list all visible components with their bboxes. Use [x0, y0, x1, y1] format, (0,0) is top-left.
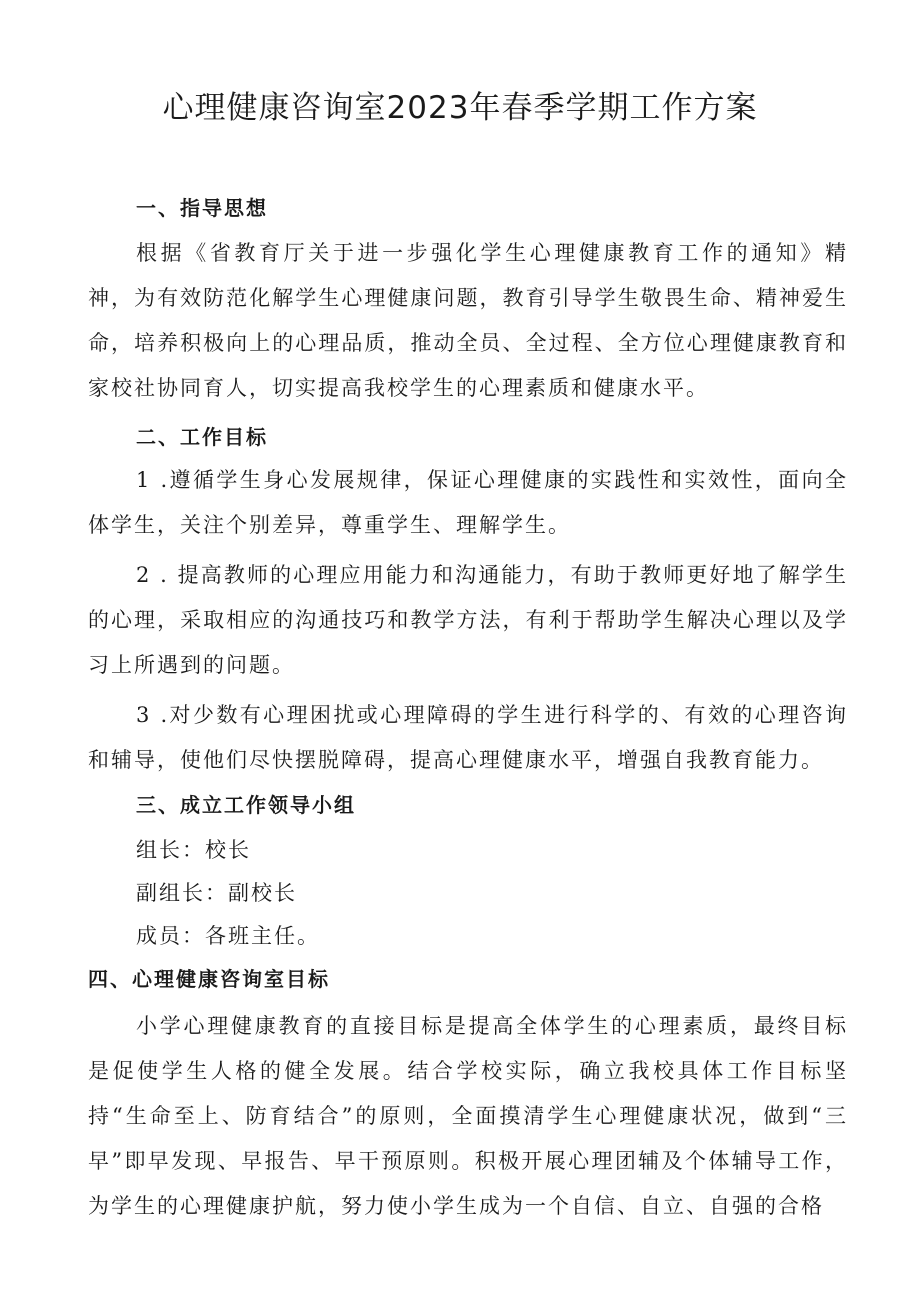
- group-vice-leader: 副组长：副校长: [136, 881, 297, 905]
- document-body: [88, 186, 848, 1229]
- document-title: 心理健康咨询室2023年春季学期工作方案: [162, 90, 758, 126]
- section-heading-counseling-room-goals: 四、心理健康咨询室目标: [88, 967, 330, 991]
- section-heading-guiding-ideology: 一、指导思想: [136, 196, 268, 220]
- counseling-room-goals-paragraph: 小学心理健康教育的直接目标是提高全体学生的心理素质，最终目标是促使学生人格的健全发展。结合学校实际，确立我校具体工作目标坚持“生命至上、防育结合”的原则，全面摸清学生心理健康状况，做到“三早”即早发现、早报告、早干预原则。积极开展心理团辅及个体辅导工作，为学生的心理健康护航，努力使小学生成为一个自信、自立、自强的合格: [88, 1014, 848, 1218]
- section-heading-work-goals: 二、工作目标: [136, 425, 268, 449]
- group-leader: 组长：校长: [136, 838, 251, 862]
- work-goal-item-1: 1 .遵循学生身心发展规律，保证心理健康的实践性和实效性，面向全体学生，关注个别差异，尊重学生、理解学生。: [88, 468, 848, 537]
- section-heading-leadership-group: 三、成立工作领导小组: [136, 793, 356, 817]
- guiding-ideology-paragraph: 根据《省教育厅关于进一步强化学生心理健康教育工作的通知》精神，为有效防范化解学生心理健康问题，教育引导学生敬畏生命、精神爱生命，培养积极向上的心理品质，推动全员、全过程、全方位心理健康教育和家校社协同育人，切实提高我校学生的心理素质和健康水平。: [88, 241, 848, 400]
- work-goal-item-2: 2 . 提高教师的心理应用能力和沟通能力，有助于教师更好地了解学生的心理，采取相应的沟通技巧和教学方法，有利于帮助学生解决心理以及学习上所遇到的问题。: [88, 563, 848, 677]
- group-members: 成员：各班主任。: [136, 924, 320, 948]
- work-goal-item-3: 3 .对少数有心理困扰或心理障碍的学生进行科学的、有效的心理咨询和辅导，使他们尽快摆脱障碍，提高心理健康水平，增强自我教育能力。: [88, 703, 848, 772]
